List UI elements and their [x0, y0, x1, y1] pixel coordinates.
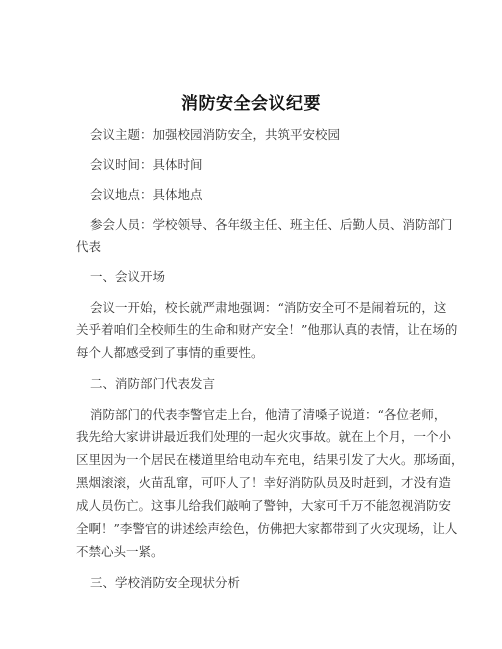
attendees-line-1: 参会人员：学校领导、各年级主任、班主任、后勤人员、消防部门 — [90, 217, 453, 232]
section-heading-opening: 一、会议开场 — [90, 269, 166, 284]
section2-line: 黑烟滚滚，火苗乱窜，可吓人了！幸好消防队员及时赶到，才没有造 — [76, 475, 452, 490]
meeting-place: 会议地点：具体地点 — [90, 187, 203, 202]
section2-line: 消防部门的代表李警官走上台，他清了清嗓子说道：“各位老师， — [90, 407, 447, 422]
attendees-line-2: 代表 — [76, 239, 102, 254]
section1-line: 会议一开始，校长就严肃地强调：“消防安全可不是闹着玩的，这 — [90, 300, 447, 315]
section1-line: 每个人都感受到了事情的重要性。 — [76, 345, 264, 360]
section2-line: 我先给大家讲讲最近我们处理的一起火灾事故。就在上个月，一个小 — [76, 429, 452, 444]
document-title: 消防安全会议纪要 — [181, 94, 321, 114]
section2-line: 成人员伤亡。这事儿给我们敲响了警钟，大家可千万不能忽视消防安 — [76, 498, 452, 513]
section2-line: 全啊！”李警官的讲述绘声绘色，仿佛把大家都带到了火灾现场，让人 — [76, 521, 458, 536]
section1-line: 关乎着咱们全校师生的生命和财产安全！”他那认真的表情，让在场的 — [76, 322, 458, 337]
meeting-time: 会议时间：具体时间 — [90, 157, 203, 172]
section-heading-fire-dept: 二、消防部门代表发言 — [90, 376, 216, 391]
section2-line: 区里因为一个居民在楼道里给电动车充电，结果引发了大火。那场面， — [76, 452, 464, 467]
meeting-topic: 会议主题：加强校园消防安全，共筑平安校园 — [90, 127, 341, 142]
section-heading-status: 三、学校消防安全现状分析 — [90, 575, 241, 590]
section2-line: 不禁心头一紧。 — [76, 544, 164, 559]
